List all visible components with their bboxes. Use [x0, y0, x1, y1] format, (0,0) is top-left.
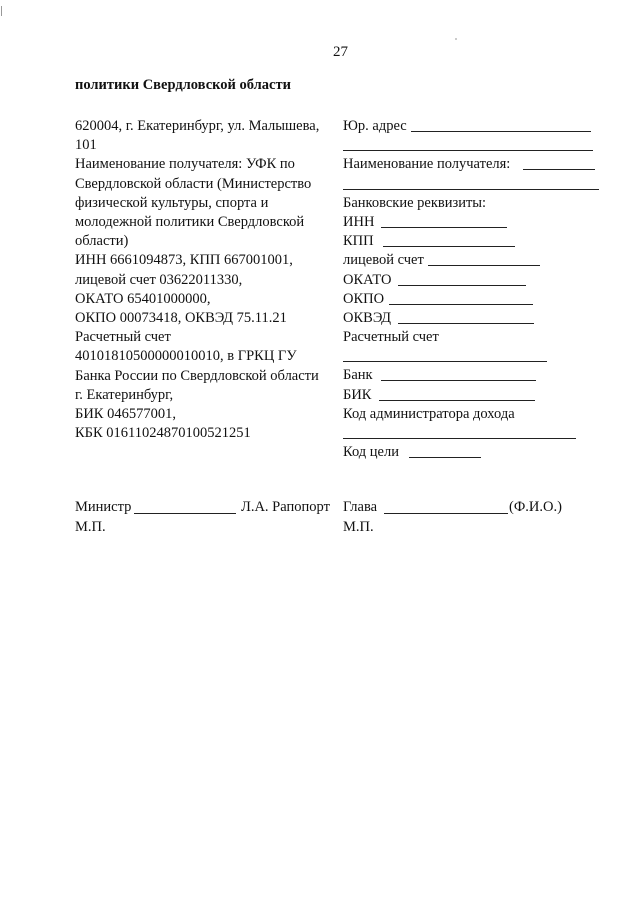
okato-blank[interactable]	[398, 285, 526, 286]
address-line: 101	[75, 137, 97, 154]
head-signature-line[interactable]	[384, 513, 508, 514]
legal-address-blank[interactable]	[411, 131, 591, 132]
okato-label: ОКАТО	[343, 271, 392, 288]
revenue-admin-code-label: Код администратора дохода	[343, 405, 515, 422]
inn-row	[343, 213, 633, 232]
okpo-blank[interactable]	[389, 304, 533, 305]
okved-row	[343, 309, 633, 328]
kpp-row	[343, 232, 633, 251]
scan-mark	[1, 6, 2, 16]
settlement-account-row	[343, 328, 633, 347]
bank-line: Банка России по Свердловской области	[75, 367, 319, 384]
account-line: лицевой счет 03622011330,	[75, 271, 243, 288]
recipient-name-blank[interactable]	[523, 169, 595, 170]
settlement-account-blank[interactable]	[343, 361, 547, 362]
recipient-name-blank-2[interactable]	[343, 189, 599, 190]
kpp-label: КПП	[343, 233, 374, 250]
settlement-account-row-2	[343, 347, 633, 366]
legal-address-label: Юр. адрес	[343, 118, 407, 134]
section-heading: политики Свердловской области	[75, 77, 291, 93]
kbk-line: КБК 01611024870100521251	[75, 425, 251, 442]
minister-label: Министр	[75, 499, 132, 515]
minister-signature-line[interactable]	[134, 513, 236, 514]
minister-seal-label: М.П.	[75, 519, 106, 535]
okato-row	[343, 271, 633, 290]
bank-line: г. Екатеринбург,	[75, 386, 174, 403]
legal-address-row-2	[343, 136, 633, 155]
bik-label: БИК	[343, 386, 372, 403]
okpo-row	[343, 290, 633, 309]
head-label: Глава	[343, 499, 378, 515]
settlement-account-line: 40101810500000010010, в ГРКЦ ГУ	[75, 348, 297, 365]
recipient-name-label: Наименование получателя:	[343, 156, 511, 173]
purpose-code-label: Код цели	[343, 444, 399, 461]
recipient-line: Наименование получателя: УФК по	[75, 156, 295, 173]
personal-account-label: лицевой счет	[343, 252, 424, 269]
recipient-name-row	[343, 155, 633, 174]
legal-address-blank-2[interactable]	[343, 150, 593, 151]
head-seal-label: М.П.	[343, 519, 374, 535]
address-line: 620004, г. Екатеринбург, ул. Малышева,	[75, 118, 320, 134]
revenue-admin-code-row	[343, 405, 633, 424]
head-fio: (Ф.И.О.)	[509, 499, 562, 515]
recipient-line: области)	[75, 233, 129, 250]
personal-account-blank[interactable]	[428, 265, 540, 266]
okpo-okved-line: ОКПО 00073418, ОКВЭД 75.11.21	[75, 310, 287, 327]
scan-dot	[455, 38, 457, 40]
recipient-line: Свердловской области (Министерство	[75, 175, 312, 192]
settlement-account-line: Расчетный счет	[75, 329, 171, 346]
page-number: 27	[333, 44, 348, 60]
recipient-line: физической культуры, спорта и	[75, 194, 269, 211]
okved-blank[interactable]	[398, 323, 534, 324]
kpp-blank[interactable]	[383, 246, 515, 247]
recipient-line: молодежной политики Свердловской	[75, 214, 305, 231]
bik-blank[interactable]	[379, 400, 535, 401]
bik-line: БИК 046577001,	[75, 406, 176, 423]
settlement-account-label: Расчетный счет	[343, 329, 439, 346]
okved-label: ОКВЭД	[343, 309, 392, 326]
inn-label: ИНН	[343, 213, 375, 230]
bank-details-label: Банковские реквизиты:	[343, 194, 487, 211]
purpose-code-row	[343, 443, 633, 462]
inn-kpp-line: ИНН 6661094873, КПП 667001001,	[75, 252, 293, 269]
purpose-code-blank[interactable]	[409, 457, 481, 458]
ministry-details	[75, 117, 337, 443]
bank-details-row	[343, 194, 633, 213]
bank-label: Банк	[343, 367, 373, 384]
inn-blank[interactable]	[381, 227, 507, 228]
bank-blank[interactable]	[381, 380, 536, 381]
revenue-admin-code-row-2	[343, 424, 633, 443]
bik-row	[343, 386, 633, 405]
recipient-name-row-2	[343, 175, 633, 194]
okpo-label: ОКПО	[343, 290, 385, 307]
recipient-form	[343, 117, 633, 462]
personal-account-row	[343, 251, 633, 270]
revenue-admin-code-blank[interactable]	[343, 438, 576, 439]
legal-address-row	[343, 117, 633, 136]
bank-row	[343, 366, 633, 385]
minister-name: Л.А. Рапопорт	[241, 499, 330, 515]
okato-line: ОКАТО 65401000000,	[75, 290, 211, 307]
